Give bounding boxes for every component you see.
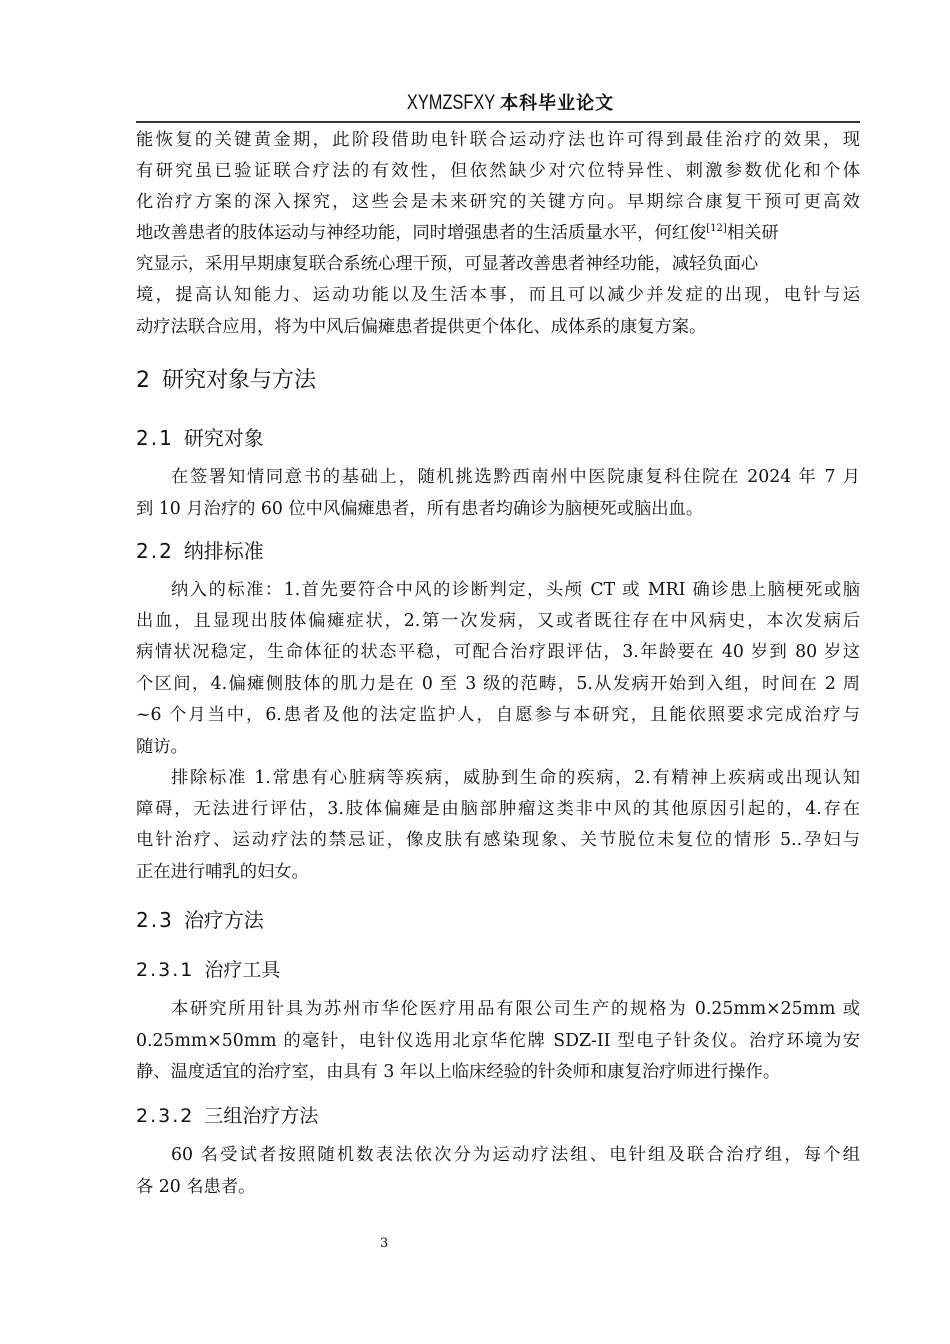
- section-heading-2-3-2: [136, 1103, 318, 1129]
- intro-line-1: 能恢复的关键黄金期，此阶段借助电针联合运动疗法也许可得到最佳治疗的效果，现: [136, 130, 860, 150]
- s22-incl-line-6: 随访。: [136, 737, 188, 757]
- section-title: 纳排标准: [183, 539, 264, 563]
- s22-incl-line-2: 出血，且显现出肢体偏瘫症状，2.第一次发病，又或者既往存在中风病史，本次发病后: [136, 611, 860, 631]
- s22-excl-line-1: 排除标准 1.常患有心脏病等疾病，威胁到生命的疾病，2.有精神上疾病或出现认知: [171, 768, 860, 788]
- section-heading-2: [136, 367, 316, 395]
- section-heading-2-3: [136, 907, 264, 933]
- s22-incl-line-4: 个区间，4.偏瘫侧肢体的肌力是在 0 至 3 级的范畴，5.从发病开始到入组，时间在 2 周: [136, 674, 860, 694]
- s21-line-2: 到 10 月治疗的 60 位中风偏瘫患者，所有患者均确诊为脑梗死或脑出血。: [136, 499, 704, 519]
- intro-line-2: 有研究虽已验证联合疗法的有效性，但依然缺少对穴位特异性、刺激参数优化和个体: [136, 161, 860, 181]
- section-title: 研究对象: [183, 426, 264, 450]
- s22-excl-line-4: 正在进行哺乳的妇女。: [136, 862, 309, 882]
- intro-line-6: 境，提高认知能力、运动功能以及生活本事，而且可以减少并发症的出现，电针与运: [136, 285, 860, 305]
- section-heading-2-2: [136, 538, 264, 564]
- intro-line-4: [136, 223, 860, 243]
- section-title: 治疗方法: [183, 908, 264, 932]
- intro-line-4-main: 地改善患者的肢体运动与神经功能，同时增强患者的生活质量水平，何红俊: [136, 223, 707, 243]
- page-header: [136, 88, 860, 123]
- s22-incl-line-1: 纳入的标准：1.首先要符合中风的诊断判定，头颅 CT 或 MRI 确诊患上脑梗死或脑: [171, 580, 860, 600]
- intro-line-3: 化治疗方案的深入探究，这些会是未来研究的关键方向。早期综合康复干预可更高效: [136, 192, 860, 212]
- section-number: 2.1: [136, 426, 174, 450]
- section-heading-2-1: [136, 425, 264, 451]
- section-number: 2.3: [136, 908, 174, 932]
- s21-line-1: 在签署知情同意书的基础上，随机挑选黔西南州中医院康复科住院在 2024 年 7 月: [171, 467, 860, 487]
- s22-incl-line-5: ~6 个月当中，6.患者及他的法定监护人，自愿参与本研究，且能依照要求完成治疗与: [136, 705, 860, 725]
- section-title: 治疗工具: [204, 959, 281, 981]
- section-heading-2-3-1: [136, 957, 280, 983]
- section-title: 三组治疗方法: [204, 1105, 319, 1127]
- citation-ref[interactable]: [12]: [706, 223, 727, 234]
- section-title: 研究对象与方法: [162, 368, 317, 393]
- s231-line-1: 本研究所用针具为苏州市华伦医疗用品有限公司生产的规格为 0.25mm×25mm 或: [171, 999, 860, 1019]
- s232-line-2: 各 20 名患者。: [136, 1177, 256, 1197]
- section-number: 2: [136, 368, 152, 393]
- s22-incl-line-3: 病情状况稳定，生命体征的状态平稳，可配合治疗跟评估，3.年龄要在 40 岁到 80 岁这: [136, 642, 860, 662]
- intro-line-7: 动疗法联合应用，将为中风后偏瘫患者提供更个体化、成体系的康复方案。: [136, 317, 707, 337]
- section-number: 2.3.2: [136, 1105, 195, 1127]
- header-thesis-label: 本科毕业论文: [500, 93, 615, 114]
- s22-excl-line-3: 电针治疗、运动疗法的禁忌证，像皮肤有感染现象、关节脱位未复位的情形 5..孕妇与: [136, 830, 860, 850]
- s232-line-1: 60 名受试者按照随机数表法依次分为运动疗法组、电针组及联合治疗组，每个组: [171, 1145, 860, 1165]
- section-number: 2.2: [136, 539, 174, 563]
- s231-line-3: 静、温度适宜的治疗室，由具有 3 年以上临床经验的针灸师和康复治疗师进行操作。: [136, 1062, 781, 1082]
- page-number: 3: [380, 1236, 389, 1251]
- intro-line-4-tail: 相关研: [726, 223, 779, 243]
- intro-line-5: 究显示，采用早期康复联合系统心理干预，可显著改善患者神经功能，减轻负面心: [136, 254, 759, 274]
- header-school-code: XYMZSFXY: [406, 91, 496, 114]
- section-number: 2.3.1: [136, 959, 195, 981]
- s231-line-2: 0.25mm×50mm 的毫针，电针仪选用北京华佗牌 SDZ-II 型电子针灸仪。治疗环境为安: [136, 1031, 860, 1051]
- intro-line-4-text: [136, 223, 779, 243]
- s22-excl-line-2: 障碍，无法进行评估，3.肢体偏瘫是由脑部肿瘤这类非中风的其他原因引起的，4.存在: [136, 799, 860, 819]
